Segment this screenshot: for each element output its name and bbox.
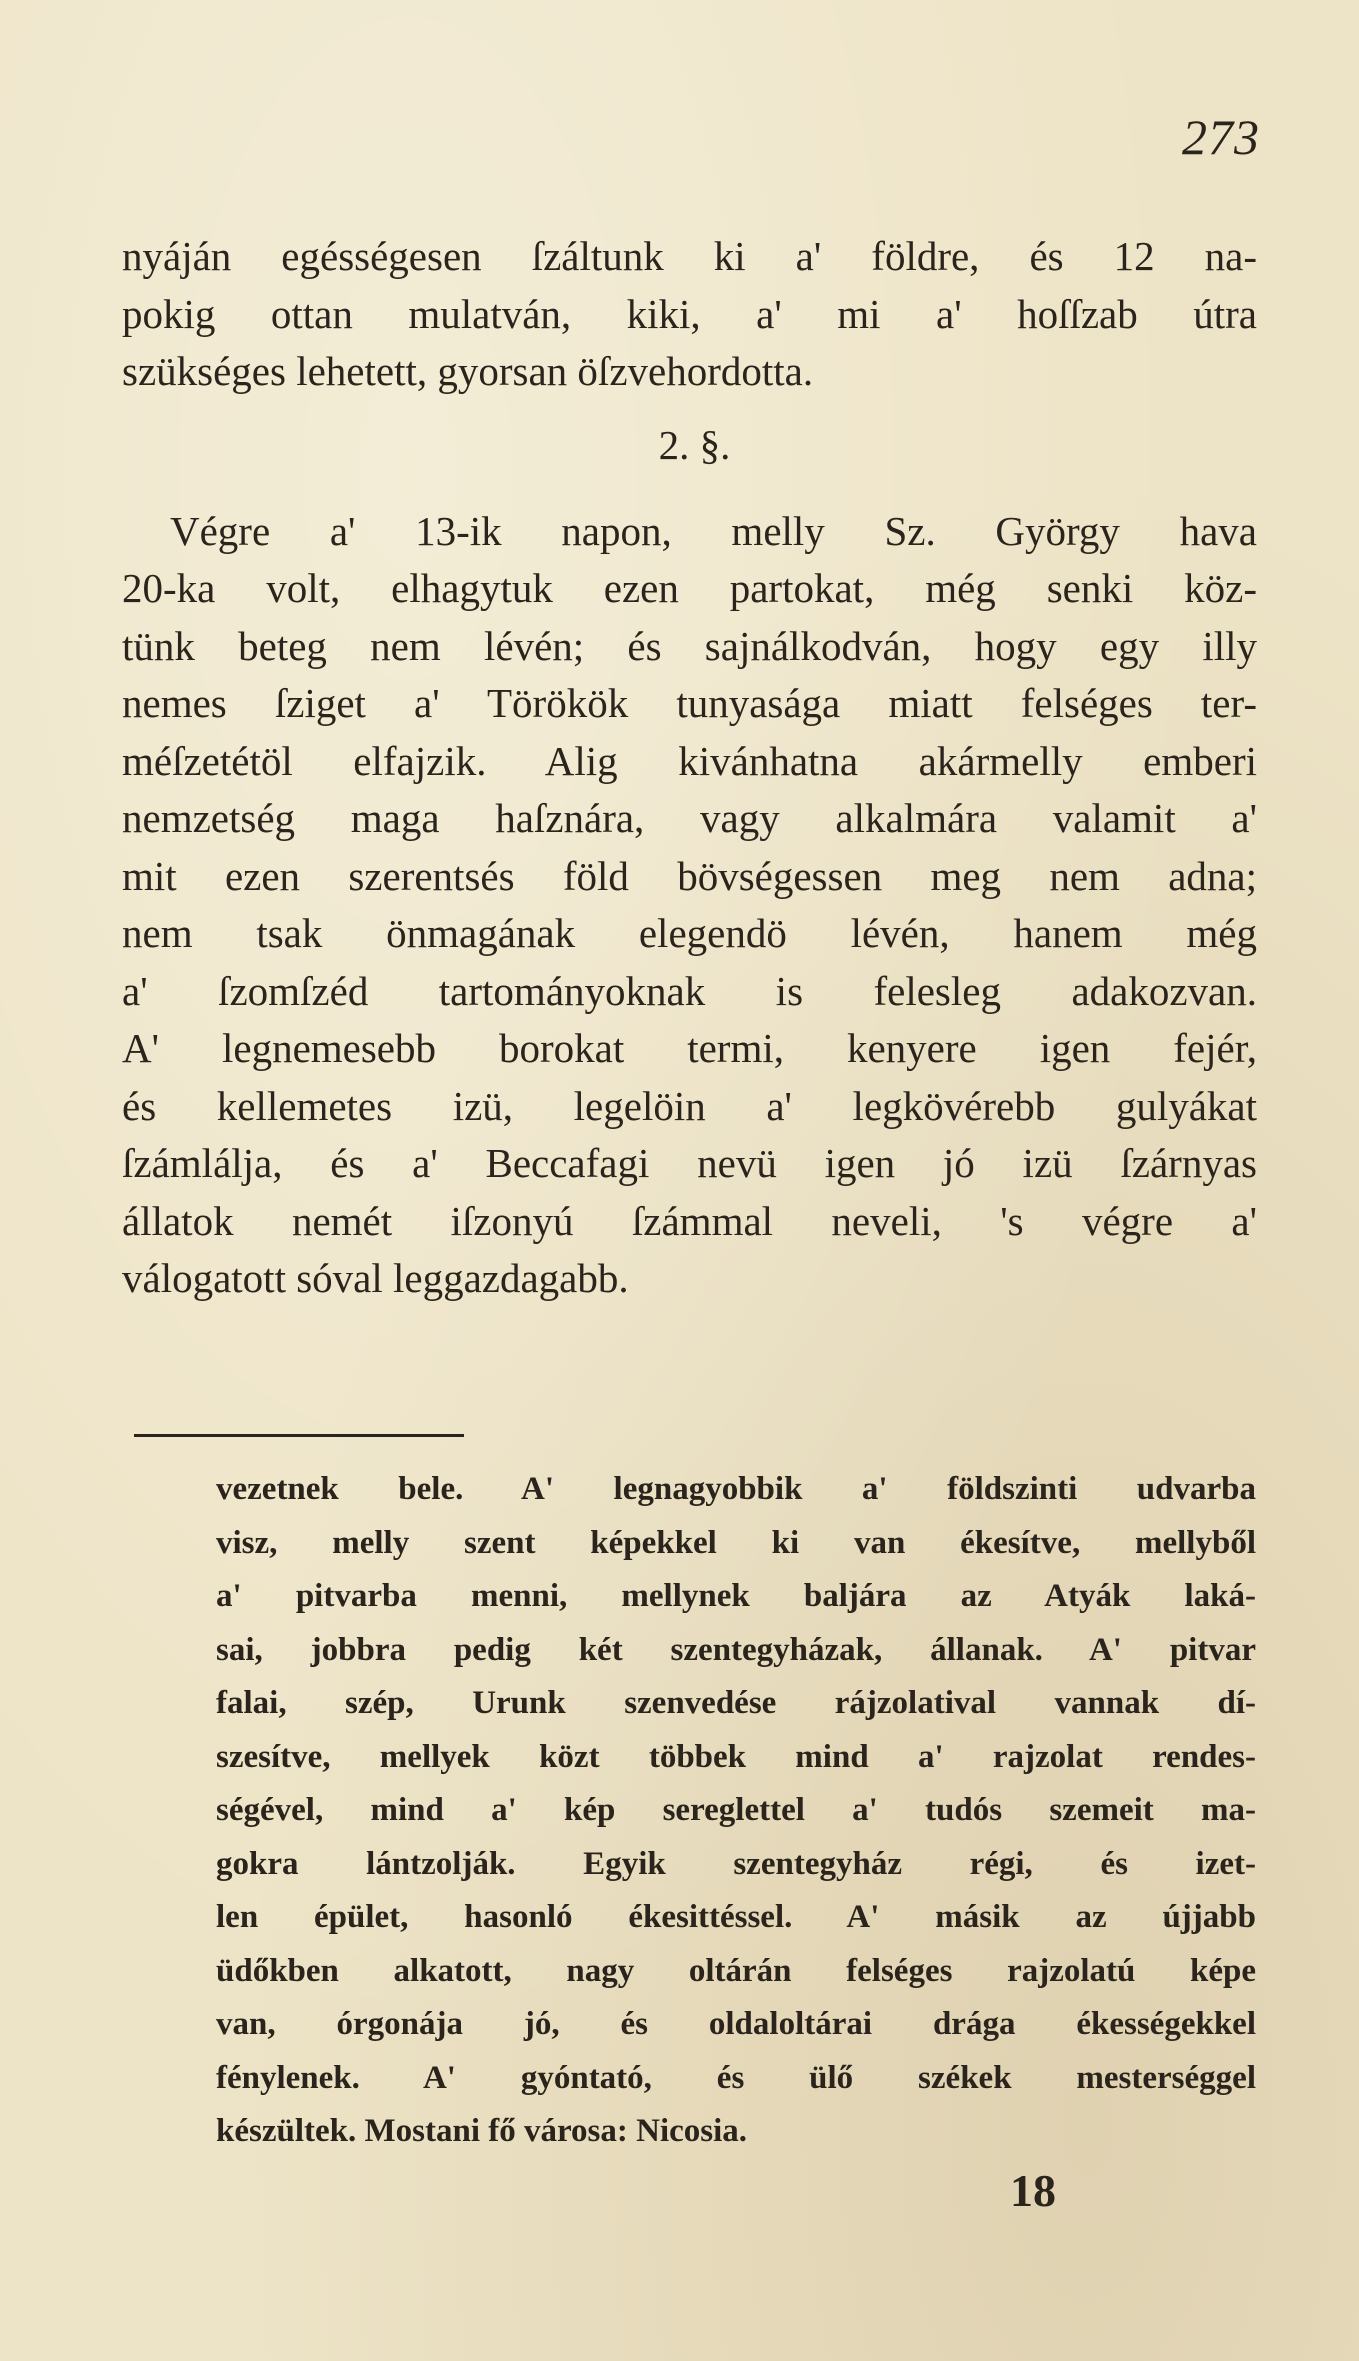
footnote-line: len épület, hasonló ékesittéssel. A' másik az újjabb (216, 1899, 1256, 1935)
text-line: szükséges lehetett, gyorsan öſzvehordotta. (122, 348, 814, 394)
text-line: tünk beteg nem lévén; és sajnálkodván, hogy egy illy (122, 622, 1257, 669)
text-line: válogatott sóval leggazdagabb. (122, 1255, 629, 1301)
text-line: nyáján egésségesen ſzáltunk ki a' földre, és 12 na- (122, 233, 1257, 279)
footnote-line: üdőkben alkatott, nagy oltárán felséges rajzolatú képe (216, 1952, 1256, 1989)
text-line: nem tsak önmagának elegendö lévén, hanem még (122, 910, 1257, 956)
footnote-line: készültek. Mostani fő városa: Nicosia. (216, 2113, 748, 2149)
footnote-line: gokra lántzolják. Egyik szentegyház régi, és izet- (216, 1845, 1256, 1882)
footnote-line: vezetnek bele. A' legnagyobbik a' földszinti udvarba (216, 1471, 1256, 1507)
text-line: nemes ſziget a' Törökök tunyasága miatt felséges ter- (122, 680, 1257, 726)
footnote-line: a' pitvarba menni, mellynek baljára az Atyák laká- (216, 1578, 1256, 1614)
signature-mark: 18 (1010, 2165, 1056, 2216)
text-line: és kellemetes izü, legelöin a' legkövérebb gulyákat (122, 1082, 1257, 1129)
text-line: pokig ottan mulatván, kiki, a' mi a' hoſſzab útra (122, 290, 1257, 337)
section-gap (122, 489, 1257, 503)
footnote-line: szesítve, mellyek közt többek mind a' rajzolat rendes- (216, 1738, 1256, 1775)
text-line: méſzetétöl elfajzik. Alig kivánhatna akármelly emberi (122, 737, 1257, 784)
footnote-line: visz, melly szent képekkel ki van ékesítve, mellyből (216, 1524, 1256, 1561)
text-line: Végre a' 13-ik napon, melly Sz. György hava (170, 507, 1257, 554)
footnote-line: van, órgonája jó, és oldaloltárai drága ékességekkel (216, 2006, 1256, 2042)
footnote (216, 1463, 1256, 2159)
text-line: 20-ka volt, elhagytuk ezen partokat, még senki köz- (122, 565, 1257, 611)
text-line: mit ezen szerentsés föld bövségessen meg nem adna; (122, 852, 1257, 899)
footnote-line: falai, szép, Urunk szenvedése rájzolatival vannak dí- (216, 1685, 1256, 1721)
page-number: 273 (1182, 109, 1260, 165)
footnote-line: fénylenek. A' gyóntató, és ülő székek mesterséggel (216, 2059, 1256, 2096)
footnote-line: ségével, mind a' kép sereglettel a' tudós szemeit ma- (216, 1792, 1256, 1828)
text-line: nemzetség maga haſznára, vagy alkalmára valamit a' (122, 795, 1257, 841)
main-text (122, 228, 1257, 1308)
text-line: állatok nemét iſzonyú ſzámmal neveli, 's végre a' (122, 1197, 1257, 1244)
text-line: A' legnemesebb borokat termi, kenyere igen fejér, (122, 1025, 1257, 1071)
section-heading: 2. §. (658, 421, 731, 468)
footnote-divider (134, 1434, 464, 1437)
footnote-line: sai, jobbra pedig két szentegyházak, állanak. A' pitvar (216, 1631, 1256, 1668)
text-line: a' ſzomſzéd tartományoknak is felesleg adakozvan. (122, 967, 1257, 1014)
text-line: ſzámlálja, és a' Beccafagi nevü igen jó izü ſzárnyas (122, 1140, 1257, 1186)
